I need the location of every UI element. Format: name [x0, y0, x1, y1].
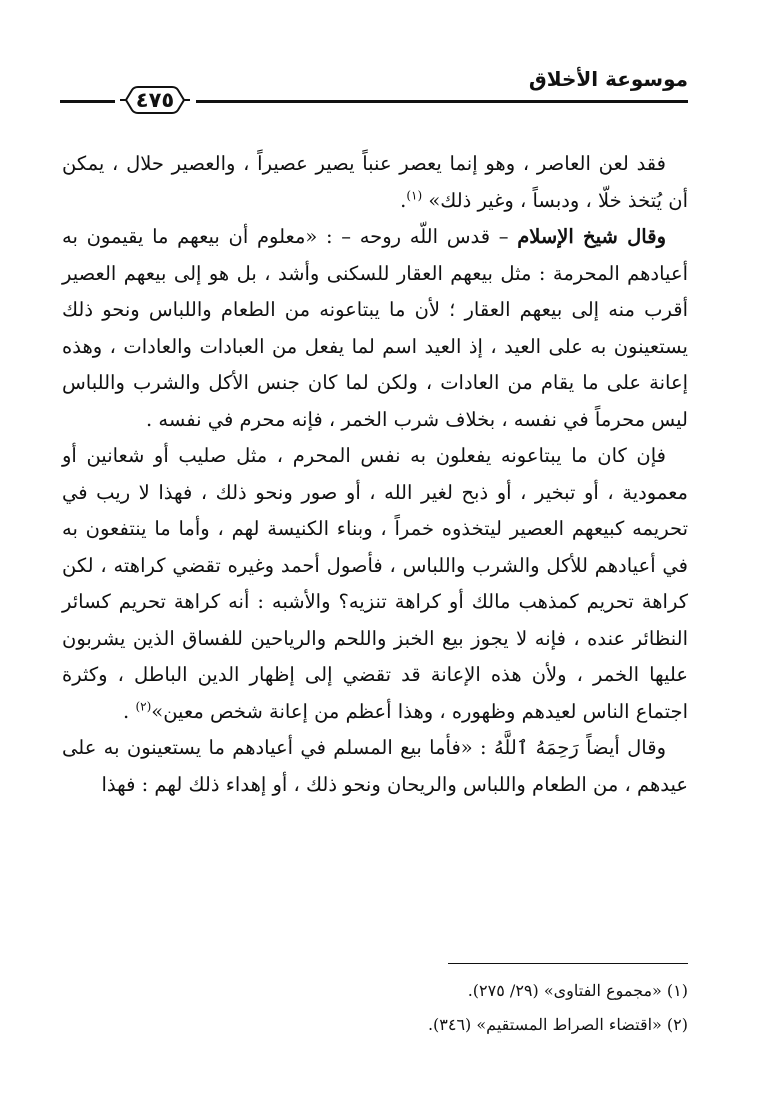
paragraph-3-end: . [123, 699, 130, 723]
footnote-2: (٢) «اقتضاء الصراط المستقيم» (٣٤٦). [427, 1015, 688, 1034]
paragraph-2-text: – قدس اللّه روحه – : «معلوم أن بيعهم ما يقيمون به أعيادهم المحرمة : مثل بيعهم العقار للسكنى وأشد ، بل هو إلى بيعهم العصير أقرب منه إلى بيعهم العقار ؛ لأن ما يبتاعونه من الطعام واللباس ونحو ذلك يستعينون به على العيد ، إذ العيد اسم لما يفعل من العبادات والعادات ، وهذه إعانة على ما يقام من العادات ، ولكن لما كان جنس الأكل والشرب واللباس ليس محرماً في نفسه ، بخلاف شرب الخمر ، فإنه محرم في نفسه . [62, 225, 688, 431]
header-rule-left [60, 100, 115, 103]
footnote-rule [448, 963, 688, 964]
body-text [62, 146, 688, 803]
paragraph-2-lead: وقال شيخ الإسلام [517, 225, 666, 248]
footnotes [88, 974, 688, 1042]
paragraph-3 [62, 438, 688, 730]
page-header [60, 66, 688, 114]
paragraph-1-end: . [400, 188, 407, 212]
paragraph-2 [62, 219, 688, 438]
page-number: ٤٧٥ [135, 88, 175, 112]
paragraph-4 [62, 730, 688, 803]
paragraph-3-text: فإن كان ما يبتاعونه يفعلون به نفس المحرم ، مثل صليب أو شعانين أو معمودية ، أو تبخير ، أو ذبح لغير الله ، أو صور ونحو ذلك ، فهذا لا ريب في تحريمه كبيعهم العصير ليتخذوه خمراً ، وبناء الكنيسة لهم ، وأما ما ينتفعون به في أعيادهم للأكل والشرب واللباس ، فأصول أحمد وغيره تقضي كراهته ، لكن كراهة تحريم كمذهب مالك أو كراهة تنزيه؟ والأشبه : أنه كراهة تحريم كسائر النظائر عنده ، فإنه لا يجوز بيع الخبز واللحم والرياحين للفساق الذين يشربون عليها الخمر ، ولأن هذه الإعانة قد تقضي إلى إظهار الدين الباطل ، وكثرة اجتماع الناس لعيدهم وظهوره ، وهذا أعظم من إعانة شخص معين» [62, 444, 688, 723]
page-number-badge [118, 84, 192, 116]
footnote-ref-1[interactable]: (١) [406, 188, 423, 202]
header-rule [196, 100, 688, 103]
footnote-ref-2[interactable]: (٢) [135, 699, 152, 713]
paragraph-1-text: فقد لعن العاصر ، وهو إنما يعصر عنباً يصير عصيراً ، والعصير حلال ، يمكن أن يُتخذ خلّا ، ودبساً ، وغير ذلك» [62, 152, 688, 212]
running-title: موسوعة الأخلاق [528, 67, 688, 91]
footnote-1: (١) «مجموع الفتاوى» (٢٩/ ٢٧٥). [467, 981, 688, 1000]
paragraph-4-text: وقال أيضاً رَحِمَهُ ٱللَّهُ : «فأما بيع المسلم في أعيادهم ما يستعينون به على عيدهم ، من الطعام واللباس والريحان ونحو ذلك ، أو إهداء ذلك لهم : فهذا [62, 736, 688, 796]
paragraph-1 [62, 146, 688, 219]
